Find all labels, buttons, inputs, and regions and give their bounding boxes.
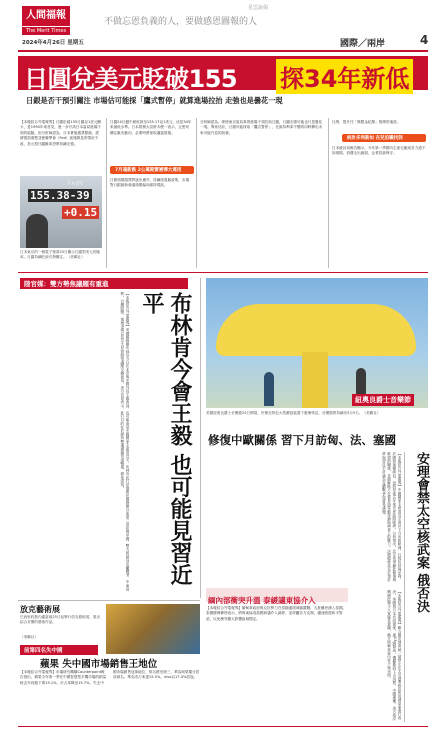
- art-credit: （美聯社）: [20, 635, 38, 639]
- opinion-label: 陸官媒：雙方勢焦議題有重進: [20, 278, 188, 289]
- lead-col-4-subhead: 統計多利新如 在兒泊職找到: [342, 134, 426, 142]
- col-divider: [328, 118, 329, 268]
- lead-col-4b: 日本統計局報告顯示，今年第一季國內生產毛額成長力道不如預期，消費支出疲弱，企業投資保守。: [332, 146, 426, 156]
- headline-subhead: 日銀是否干預引關注 市場估可能採「鷹式暫停」就算進場拉抬 走強也是曇花一現: [26, 96, 283, 105]
- xi-body: 【本報綜合外電報導】中國國家主席習近平預計下月出訪歐洲，行程包括匈牙利、法國和塞爾維亞，這將是他五年來首度訪問歐洲。分析指出，北京希望藉此修復與歐盟的關係，並緩解歐方在貿易與電動車補貼調查上的壓力。法國總統馬克宏預計將與習近平討論烏克蘭戰爭與貿易議題。: [382, 452, 402, 582]
- ticker-caption: 日本東京的一個電子螢幕25日顯示日圓對美元的匯率。日圓持續貶值引發關注。（美聯社）: [20, 250, 101, 259]
- bottom-rule: [18, 726, 428, 727]
- ticker-photo: [20, 176, 102, 248]
- xi-title: 修復中歐關係 習下月訪匈、法、塞國: [208, 433, 397, 447]
- col-divider: [404, 452, 405, 722]
- col-divider: [200, 278, 201, 598]
- apple-title: 蘋果 失中國市場銷售王地位: [40, 659, 158, 670]
- col-divider: [106, 118, 107, 268]
- ticker-unit: ドル/円: [66, 181, 83, 187]
- art-photo: [106, 604, 200, 654]
- ticker-change: +0.15: [64, 206, 98, 219]
- lead-col-2: 日圓24日盤中最低探至155.17兌1美元，這是34年來最低水準。日本財務大臣鈴木俊一表示，正密切關注匯市動向，必要時將採取適當措施。: [110, 120, 192, 135]
- headline-main: 日圓兌美元貶破155: [24, 65, 238, 93]
- mushroom-canopy: [216, 304, 416, 356]
- myanmar-title-bar: [206, 588, 348, 605]
- jazz-photo: [206, 278, 428, 408]
- person-silhouette: [26, 214, 48, 248]
- lead-col-2b: 日銀預期超貨將逐步邁升，持續採寬鬆政策，市場對日銀最新會議預期偏向維持現狀。: [110, 178, 190, 188]
- person-silhouette: [264, 372, 274, 406]
- art-title: 放克藝術展: [20, 605, 60, 614]
- headline-banner: [18, 56, 428, 93]
- myanmar-title: 緬內部衝突升溫 泰緩議東協介入: [208, 596, 316, 605]
- myanmar-body: 【本報綜合外電報導】緬甸軍政府與反抗勢力在泰緬邊境城鎮激戰，大批難民湧入泰國。泰國總理賽塔表示，將與東協成員國研議介入調停，並呼籲各方克制，儘速恢復和平對話，以免衝突擴大影響區域穩定。: [206, 606, 347, 621]
- lead-col-2-subhead: 7月魂新跌 2公萬期實補彈大連用: [110, 166, 194, 174]
- masthead-rule: [18, 50, 428, 52]
- date-line: 2024年4月26日 星期五: [22, 40, 84, 46]
- festival-sign: 紐奧良爵士音樂節: [352, 394, 414, 406]
- section-rule: [18, 272, 428, 273]
- masthead: [0, 0, 440, 52]
- ticker-price: 155.38-39: [30, 189, 90, 202]
- apple-label: 前第四名失中國: [20, 645, 98, 655]
- section-label: 國際／兩岸: [340, 39, 386, 49]
- col-divider: [196, 118, 197, 268]
- opinion-title: 布林肯今會王毅 也可能見習近平: [139, 292, 193, 586]
- newspaper-logo: 人間福報: [22, 6, 70, 26]
- mushroom-stem: [302, 352, 328, 408]
- lead-col-4: 比例，提升任「無限金紀錄」推測的速度。: [332, 120, 401, 124]
- logo-en: The Merit Times: [22, 27, 70, 35]
- page-number: 4: [420, 33, 429, 47]
- art-body: 巴西里約熱內盧當地25日起舉行放克藝術展，展出結合音樂的藝術作品。: [20, 615, 101, 624]
- slogan-author: 星雲說偈: [248, 5, 269, 11]
- opinion-body: 【本報綜合外電報導】美國國務卿布林肯今日在北京與中國外長王毅會談，也可能會見中國國家主席習近平。布林肯此行是他擔任國務卿以來第二度訪問中國，雙方將就烏克蘭戰爭、中東局勢、台灣問題、南海爭端以及芬太尼管制等議題交換意見。美方官員表示，此行目的在於維持雙邊溝通管道暢通，避免誤判。: [120, 292, 130, 591]
- apple-body: 【本報綜合外電報導】市場研究機構Counterpoint報告指出，蘋果今年第一季在中國智慧型手機市場的銷量較去年同期下滑19.1%，市占率降至15.7%，失去中國市場銷售冠軍地位，排名跌至第三，華為與榮耀分居前兩名。華為市占率達15.5%，vivo以17.4%居冠。: [20, 670, 200, 685]
- lead-col-3: 分析師認為，即使東京當局真的進場干預拉抬日圓，日圓走強可能也只是曇花一現。專家估計，日銀可能採取「鷹式暫停」，在維持利率不變的同時釋出未來可能升息的訊號。: [200, 120, 323, 135]
- art-box: [20, 604, 102, 644]
- lead-col-1: 【本報綜合外電報導】日圓貶破155日圓兌1美元關卡，是1990年來首見，進一步升高日本當局進場干預的風險。但分析師認為，日本實施通貨緊縮，經濟強勁復甦並使聯準會（Fed）延後降息的情況不改，美元對日圓匯率恐將持續走強。: [20, 120, 102, 146]
- jazz-caption: 美國紐奧良爵士音樂節25日開幕，民眾在特色大型蘑菇裝置下避暑休息，音樂節將持續至5月5日。（美聯社）: [206, 411, 381, 415]
- un-title: 安理會禁太空核武案 俄否決: [414, 452, 429, 613]
- headline-highlight: 探34年新低: [276, 59, 413, 94]
- un-body: 【本報綜合外電報導】聯合國安理會就一項禁止在太空部署核武的決議草案進行表決，美國與日本共同提案，獲13國贊成，俄羅斯投下否決票，中國棄權。美方批評俄國此舉令人質疑其意圖，俄方則稱草案內容不夠全面。: [387, 590, 402, 721]
- section-rule: [18, 600, 200, 601]
- slogan: 不做忘恩負義的人，要做感恩圖報的人: [104, 17, 258, 27]
